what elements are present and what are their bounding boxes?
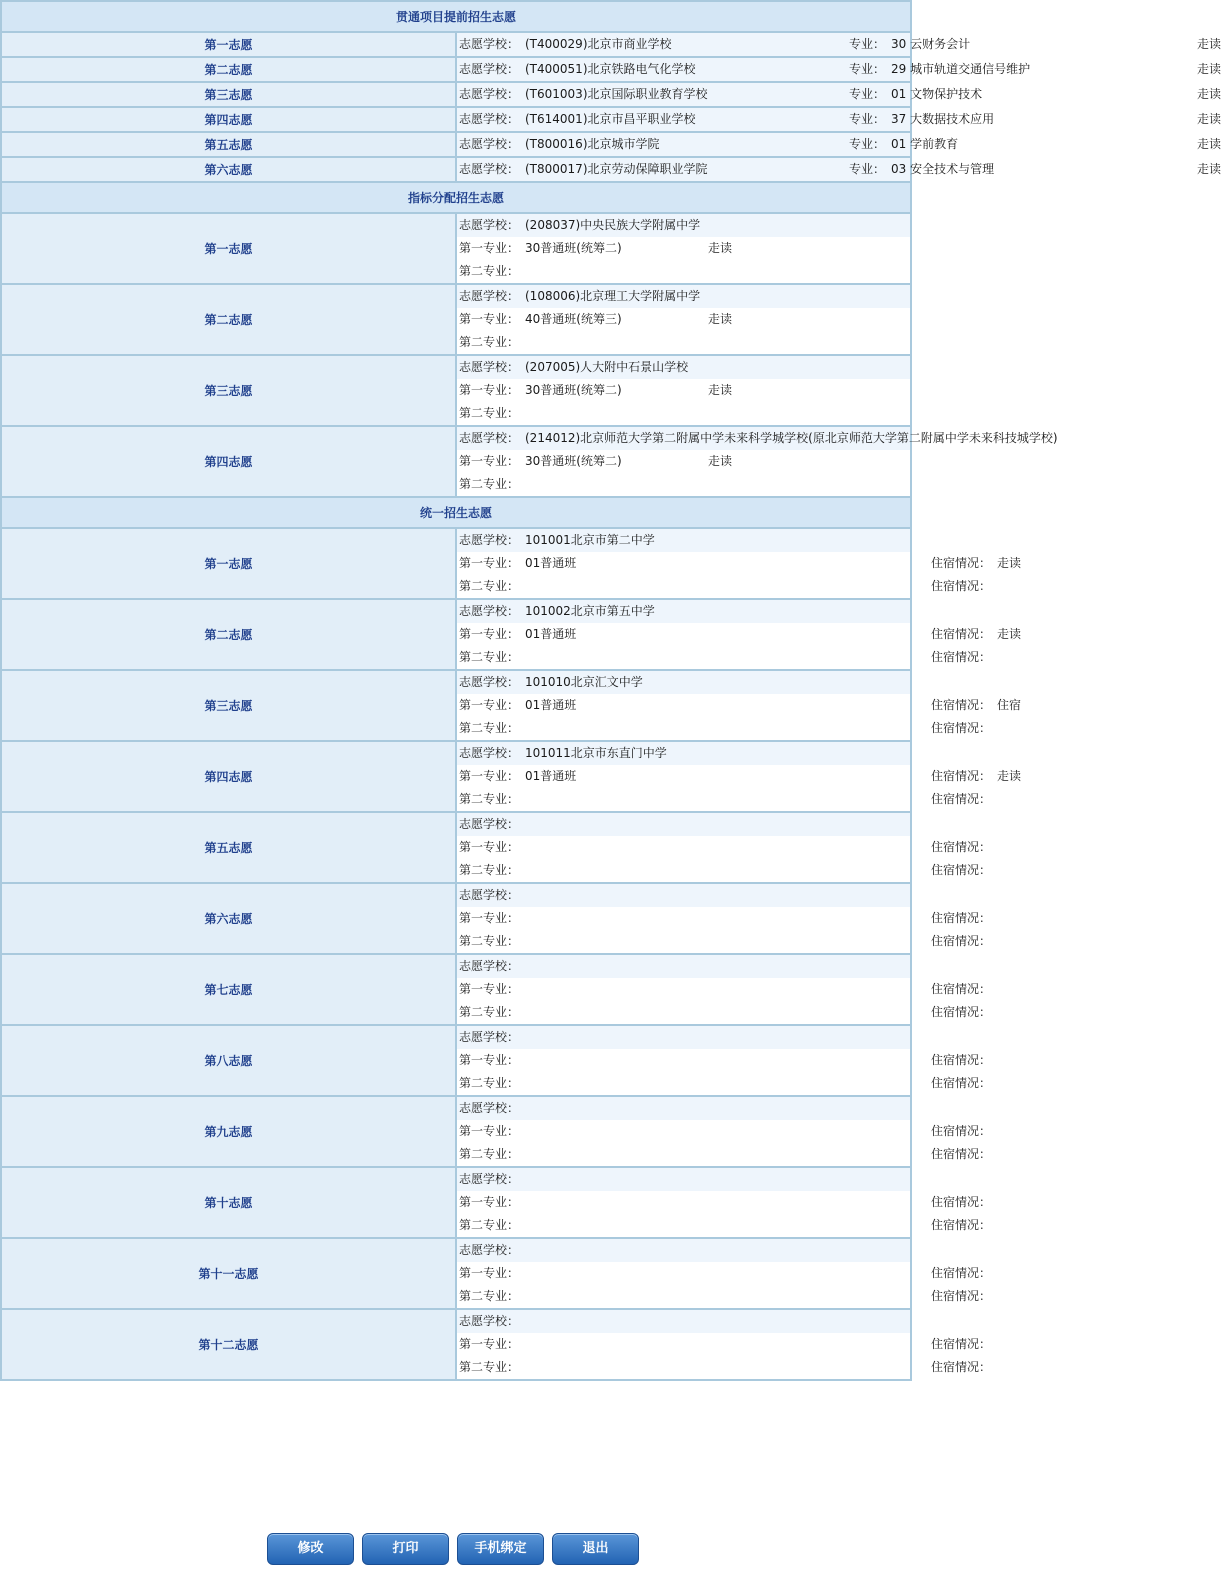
- major1-value: 30普通班(统筹二): [525, 383, 622, 397]
- mode-value: 走读: [1197, 87, 1221, 101]
- major1-line: [457, 237, 910, 260]
- dorm1-key: 住宿情况：: [931, 556, 992, 570]
- school-line: [457, 955, 910, 978]
- major2-line: [457, 859, 992, 882]
- choice-content: [457, 33, 1221, 56]
- choice-label: 第二志愿: [2, 600, 455, 669]
- choice-row: [2, 214, 910, 283]
- school-key: 志愿学校：: [459, 888, 520, 902]
- major1-line: [457, 450, 910, 473]
- dorm2-key: 住宿情况：: [931, 792, 992, 806]
- major2-key: 第二专业：: [459, 721, 520, 735]
- major1-value: 30普通班(统筹二): [525, 241, 622, 255]
- mode-value: 走读: [1197, 137, 1221, 151]
- dorm1-value: 走读: [997, 627, 1022, 641]
- school-key: 志愿学校：: [459, 112, 520, 126]
- major1-value: 01普通班: [525, 769, 577, 783]
- dorm1-key: 住宿情况：: [931, 1053, 992, 1067]
- dorm2-key: 住宿情况：: [931, 1360, 992, 1374]
- school-line: [457, 1097, 910, 1120]
- major2-key: 第二专业：: [459, 1289, 520, 1303]
- choice-row: [2, 742, 910, 811]
- choice-label: 第八志愿: [2, 1026, 455, 1095]
- school-key: 志愿学校：: [459, 533, 520, 547]
- school-value: (T400029)北京市商业学校: [525, 37, 672, 51]
- school-line: [457, 884, 910, 907]
- school-key: 志愿学校：: [459, 289, 520, 303]
- modify-button[interactable]: 修改: [267, 1533, 354, 1565]
- choice-row: [2, 1310, 910, 1379]
- section-title: 统一招生志愿: [2, 498, 910, 527]
- dorm2-key: 住宿情况：: [931, 579, 992, 593]
- choice-row: [2, 671, 910, 740]
- major1-key: 第一专业：: [459, 911, 520, 925]
- major-value: 03 安全技术与管理: [891, 162, 995, 176]
- choice-row: [2, 285, 910, 354]
- major1-line: [457, 694, 1022, 717]
- section-header-row: [2, 2, 910, 31]
- mode-value: 走读: [708, 241, 733, 255]
- major2-key: 第二专业：: [459, 1360, 520, 1374]
- choice-content: [457, 529, 1022, 598]
- choice-label: 第十二志愿: [2, 1310, 455, 1379]
- school-key: 志愿学校：: [459, 360, 520, 374]
- major-key: 专业：: [849, 62, 886, 76]
- choice-row: [2, 529, 910, 598]
- school-line: [457, 214, 910, 237]
- major1-key: 第一专业：: [459, 383, 520, 397]
- mode-value: 走读: [1197, 162, 1221, 176]
- phone-bind-button[interactable]: 手机绑定: [457, 1533, 544, 1565]
- school-value: (207005)人大附中石景山学校: [525, 360, 689, 374]
- choice-row: [2, 133, 910, 156]
- major1-key: 第一专业：: [459, 698, 520, 712]
- major-key: 专业：: [849, 162, 886, 176]
- choice-line: [457, 33, 1221, 56]
- choice-row: [2, 108, 910, 131]
- dorm2-key: 住宿情况：: [931, 721, 992, 735]
- school-value: 101002北京市第五中学: [525, 604, 655, 618]
- major1-line: [457, 1191, 992, 1214]
- mode-value: 走读: [708, 454, 733, 468]
- school-line: [457, 600, 910, 623]
- choice-line: [457, 158, 1221, 181]
- major2-line: [457, 1143, 992, 1166]
- choice-row: [2, 427, 910, 496]
- major1-key: 第一专业：: [459, 556, 520, 570]
- choice-label: 第十志愿: [2, 1168, 455, 1237]
- school-line: [457, 671, 910, 694]
- choice-label: 第一志愿: [2, 33, 455, 56]
- choice-label: 第四志愿: [2, 427, 455, 496]
- major1-key: 第一专业：: [459, 454, 520, 468]
- major1-line: [457, 978, 992, 1001]
- choice-label: 第五志愿: [2, 133, 455, 156]
- major1-line: [457, 1333, 992, 1356]
- print-button[interactable]: 打印: [362, 1533, 449, 1565]
- choice-label: 第一志愿: [2, 214, 455, 283]
- major2-key: 第二专业：: [459, 1147, 520, 1161]
- choice-row: [2, 58, 910, 81]
- major1-value: 40普通班(统筹三): [525, 312, 622, 326]
- major-key: 专业：: [849, 137, 886, 151]
- mode-value: 走读: [1197, 112, 1221, 126]
- major-value: 01 学前教育: [891, 137, 959, 151]
- major1-line: [457, 1120, 992, 1143]
- major1-key: 第一专业：: [459, 312, 520, 326]
- school-line: [457, 427, 1058, 450]
- school-value: (T800016)北京城市学院: [525, 137, 660, 151]
- choice-line: [457, 133, 1221, 156]
- major1-key: 第一专业：: [459, 982, 520, 996]
- major-key: 专业：: [849, 112, 886, 126]
- dorm1-key: 住宿情况：: [931, 840, 992, 854]
- choice-label: 第十一志愿: [2, 1239, 455, 1308]
- mode-value: 走读: [1197, 37, 1221, 51]
- choice-row: [2, 1097, 910, 1166]
- choice-row: [2, 1026, 910, 1095]
- choice-label: 第三志愿: [2, 356, 455, 425]
- major1-line: [457, 1049, 992, 1072]
- school-value: (108006)北京理工大学附属中学: [525, 289, 701, 303]
- school-line: [457, 742, 910, 765]
- school-line: [457, 285, 910, 308]
- major1-key: 第一专业：: [459, 1195, 520, 1209]
- major-key: 专业：: [849, 87, 886, 101]
- school-line: [457, 1026, 910, 1049]
- school-key: 志愿学校：: [459, 37, 520, 51]
- school-key: 志愿学校：: [459, 959, 520, 973]
- major2-key: 第二专业：: [459, 264, 520, 278]
- school-line: [457, 529, 910, 552]
- major2-line: [457, 1001, 992, 1024]
- major2-key: 第二专业：: [459, 477, 520, 491]
- school-key: 志愿学校：: [459, 746, 520, 760]
- school-value: (T800017)北京劳动保障职业学院: [525, 162, 708, 176]
- major2-key: 第二专业：: [459, 579, 520, 593]
- major1-value: 01普通班: [525, 556, 577, 570]
- school-value: (T614001)北京市昌平职业学校: [525, 112, 696, 126]
- school-key: 志愿学校：: [459, 1243, 520, 1257]
- choice-content: [457, 671, 1022, 740]
- choice-row: [2, 83, 910, 106]
- school-value: (214012)北京师范大学第二附属中学未来科学城学校(原北京师范大学第二附属中学未来科技城学校): [525, 431, 1058, 445]
- dorm1-key: 住宿情况：: [931, 627, 992, 641]
- major1-line: [457, 836, 992, 859]
- dorm1-key: 住宿情况：: [931, 1266, 992, 1280]
- dorm1-key: 住宿情况：: [931, 769, 992, 783]
- major1-line: [457, 907, 992, 930]
- school-key: 志愿学校：: [459, 87, 520, 101]
- major1-key: 第一专业：: [459, 1053, 520, 1067]
- major2-key: 第二专业：: [459, 406, 520, 420]
- choice-label: 第四志愿: [2, 742, 455, 811]
- section-title: 指标分配招生志愿: [2, 183, 910, 212]
- major1-value: 01普通班: [525, 627, 577, 641]
- choice-line: [457, 83, 1221, 106]
- major2-line: [457, 331, 910, 354]
- school-line: [457, 1239, 910, 1262]
- choice-row: [2, 813, 910, 882]
- section-title: 贯通项目提前招生志愿: [2, 2, 910, 31]
- choice-content: [457, 742, 1022, 811]
- choice-content: [457, 1026, 992, 1095]
- choice-row: [2, 1168, 910, 1237]
- school-key: 志愿学校：: [459, 137, 520, 151]
- dorm1-key: 住宿情况：: [931, 1124, 992, 1138]
- choice-label: 第五志愿: [2, 813, 455, 882]
- choice-content: [457, 813, 992, 882]
- choice-row: [2, 600, 910, 669]
- major2-key: 第二专业：: [459, 792, 520, 806]
- major2-key: 第二专业：: [459, 863, 520, 877]
- choice-label: 第三志愿: [2, 671, 455, 740]
- choice-content: [457, 158, 1221, 181]
- school-key: 志愿学校：: [459, 675, 520, 689]
- school-line: [457, 1310, 910, 1333]
- school-line: [457, 813, 910, 836]
- major2-key: 第二专业：: [459, 335, 520, 349]
- major2-line: [457, 930, 992, 953]
- choice-label: 第六志愿: [2, 884, 455, 953]
- major2-line: [457, 717, 992, 740]
- major1-key: 第一专业：: [459, 1124, 520, 1138]
- choice-line: [457, 108, 1221, 131]
- choice-row: [2, 1239, 910, 1308]
- major2-line: [457, 1356, 992, 1379]
- major2-key: 第二专业：: [459, 1005, 520, 1019]
- choice-row: [2, 955, 910, 1024]
- choice-content: [457, 83, 1221, 106]
- dorm1-key: 住宿情况：: [931, 911, 992, 925]
- major1-line: [457, 552, 1022, 575]
- school-key: 志愿学校：: [459, 1172, 520, 1186]
- choice-content: [457, 356, 910, 425]
- dorm2-key: 住宿情况：: [931, 1076, 992, 1090]
- choice-row: [2, 158, 910, 181]
- choice-content: [457, 884, 992, 953]
- choice-content: [457, 600, 1022, 669]
- choice-content: [457, 58, 1221, 81]
- dorm1-value: 住宿: [997, 698, 1022, 712]
- choice-row: [2, 33, 910, 56]
- school-key: 志愿学校：: [459, 62, 520, 76]
- dorm2-key: 住宿情况：: [931, 1289, 992, 1303]
- choice-label: 第九志愿: [2, 1097, 455, 1166]
- choice-content: [457, 1168, 992, 1237]
- major1-line: [457, 1262, 992, 1285]
- school-line: [457, 356, 910, 379]
- school-value: 101011北京市东直门中学: [525, 746, 667, 760]
- major1-key: 第一专业：: [459, 769, 520, 783]
- school-line: [457, 1168, 910, 1191]
- major2-line: [457, 260, 910, 283]
- major2-line: [457, 646, 992, 669]
- choice-row: [2, 356, 910, 425]
- major1-value: 30普通班(统筹二): [525, 454, 622, 468]
- school-key: 志愿学校：: [459, 1101, 520, 1115]
- school-key: 志愿学校：: [459, 162, 520, 176]
- major2-line: [457, 473, 910, 496]
- school-value: 101001北京市第二中学: [525, 533, 655, 547]
- major1-value: 01普通班: [525, 698, 577, 712]
- choice-content: [457, 1239, 992, 1308]
- major2-key: 第二专业：: [459, 1076, 520, 1090]
- choice-content: [457, 955, 992, 1024]
- major1-key: 第一专业：: [459, 840, 520, 854]
- major-key: 专业：: [849, 37, 886, 51]
- dorm1-key: 住宿情况：: [931, 1195, 992, 1209]
- choice-content: [457, 108, 1221, 131]
- school-value: (T601003)北京国际职业教育学校: [525, 87, 708, 101]
- exit-button[interactable]: 退出: [552, 1533, 639, 1565]
- major1-key: 第一专业：: [459, 1337, 520, 1351]
- choice-line: [457, 58, 1221, 81]
- mode-value: 走读: [708, 383, 733, 397]
- section-header-row: [2, 183, 910, 212]
- mode-value: 走读: [1197, 62, 1221, 76]
- school-key: 志愿学校：: [459, 1030, 520, 1044]
- choice-label: 第一志愿: [2, 529, 455, 598]
- major1-key: 第一专业：: [459, 1266, 520, 1280]
- dorm2-key: 住宿情况：: [931, 863, 992, 877]
- choice-label: 第六志愿: [2, 158, 455, 181]
- choice-content: [457, 133, 1221, 156]
- choice-content: [457, 427, 1058, 496]
- major1-key: 第一专业：: [459, 241, 520, 255]
- action-bar: [0, 1531, 912, 1571]
- dorm2-key: 住宿情况：: [931, 1005, 992, 1019]
- major-value: 29 城市轨道交通信号维护: [891, 62, 1031, 76]
- choice-label: 第二志愿: [2, 285, 455, 354]
- dorm2-key: 住宿情况：: [931, 650, 992, 664]
- major2-line: [457, 1285, 992, 1308]
- school-key: 志愿学校：: [459, 817, 520, 831]
- major1-line: [457, 765, 1022, 788]
- major2-key: 第二专业：: [459, 650, 520, 664]
- major1-line: [457, 308, 910, 331]
- major2-line: [457, 575, 992, 598]
- choice-label: 第七志愿: [2, 955, 455, 1024]
- major2-line: [457, 402, 910, 425]
- major1-line: [457, 623, 1022, 646]
- school-key: 志愿学校：: [459, 218, 520, 232]
- major1-line: [457, 379, 910, 402]
- school-key: 志愿学校：: [459, 431, 520, 445]
- choice-label: 第四志愿: [2, 108, 455, 131]
- dorm2-key: 住宿情况：: [931, 1218, 992, 1232]
- major2-line: [457, 788, 992, 811]
- school-value: (T400051)北京铁路电气化学校: [525, 62, 696, 76]
- major2-key: 第二专业：: [459, 934, 520, 948]
- school-value: (208037)中央民族大学附属中学: [525, 218, 701, 232]
- major2-line: [457, 1072, 992, 1095]
- choice-content: [457, 285, 910, 354]
- major-value: 30 云财务会计: [891, 37, 971, 51]
- major1-key: 第一专业：: [459, 627, 520, 641]
- choice-label: 第三志愿: [2, 83, 455, 106]
- choice-content: [457, 214, 910, 283]
- choice-label: 第二志愿: [2, 58, 455, 81]
- school-value: 101010北京汇文中学: [525, 675, 643, 689]
- school-key: 志愿学校：: [459, 604, 520, 618]
- dorm1-value: 走读: [997, 556, 1022, 570]
- major2-key: 第二专业：: [459, 1218, 520, 1232]
- choice-content: [457, 1310, 992, 1379]
- choice-row: [2, 884, 910, 953]
- dorm2-key: 住宿情况：: [931, 934, 992, 948]
- major-value: 01 文物保护技术: [891, 87, 983, 101]
- school-key: 志愿学校：: [459, 1314, 520, 1328]
- dorm1-key: 住宿情况：: [931, 1337, 992, 1351]
- dorm1-key: 住宿情况：: [931, 982, 992, 996]
- major-value: 37 大数据技术应用: [891, 112, 995, 126]
- dorm2-key: 住宿情况：: [931, 1147, 992, 1161]
- section-header-row: [2, 498, 910, 527]
- dorm1-key: 住宿情况：: [931, 698, 992, 712]
- major2-line: [457, 1214, 992, 1237]
- choice-content: [457, 1097, 992, 1166]
- mode-value: 走读: [708, 312, 733, 326]
- dorm1-value: 走读: [997, 769, 1022, 783]
